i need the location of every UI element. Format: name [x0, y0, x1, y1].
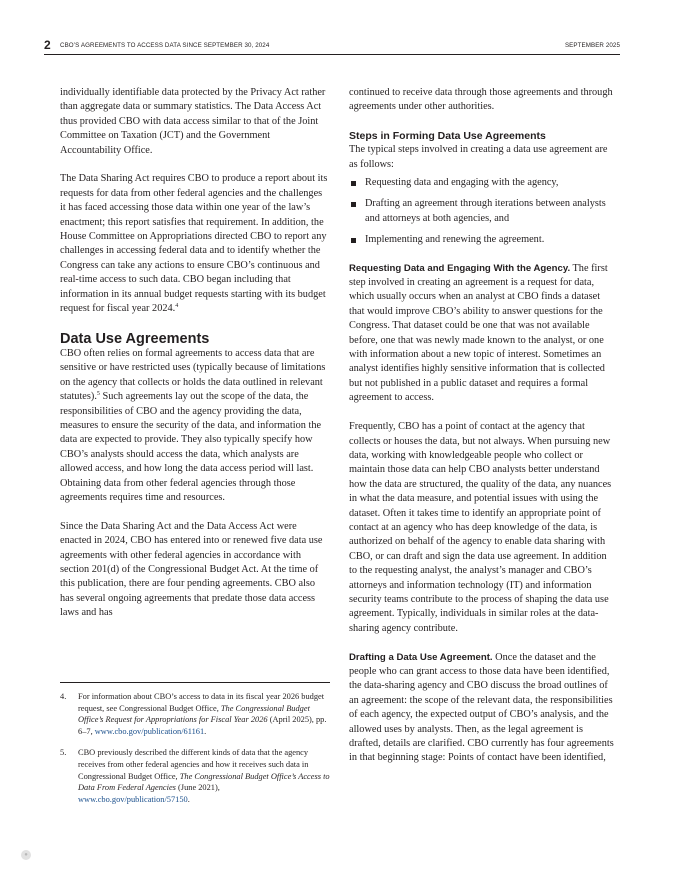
paragraph: Drafting a Data Use Agreement. Once the dataset and the people who can grant access to those data have been identified, the data-sharing agency and CBO discuss the broad outlines of an agreement: the scope of the relevant data, the responsibilities of each agency, the expected output of CBO’s analysis, and the allowed uses by analysts. Then, as the legal agreement is drafted, details are clarified. CBO currently has four agreements in that beginning stage: Points of contact have been identified, [349, 651, 614, 764]
right-column [349, 86, 617, 766]
footnote-number: 4. [60, 692, 67, 701]
left-column [60, 86, 330, 621]
run-in-heading: Requesting Data and Engaging With the Agency. [349, 262, 571, 274]
bullet-icon [351, 202, 356, 207]
paragraph: The typical steps involved in creating a data use agreement are as follows: [349, 144, 608, 170]
paragraph: Requesting Data and Engaging With the Agency. The first step involved in creating an agreement is a request for data, which usually occurs when an analyst at CBO finds a dataset that would improve CBO’s ability to answer questions for the Congress. That dataset could be one that was not available before, one that was newly made known to the analyst, or one with information about a new topic of interest. Sometimes an analyst identifies highly sensitive information that is collected but not published in a public dataset and requires a formal agreement to access. [349, 262, 608, 404]
steps-list [349, 176, 617, 248]
footnote-ref[interactable]: 5 [96, 391, 100, 398]
page-header [44, 40, 620, 55]
header-date: SEPTEMBER 2025 [564, 42, 620, 49]
paragraph: Frequently, CBO has a point of contact at the agency that collects or houses the data, but not always. When pursuing new data, working with knowledgeable people who collect or maintain those data can help CBO analysts better understand how the data are structured, the quality of the data, any nuances in what the data measure, and potential issues with using the dataset. Often it takes time to identify an appropriate point of contact at an agency who has deep knowledge of the data, is authorized on behalf of the agency to enable data sharing with CBO, or can draft and sign the data use agreement. In addition to the requesting analyst, the analyst’s manager and CBO’s attorneys and information technology (IT) and information security teams contribute to the process of shaping the data use agreement. Typically, individuals in similar roles at the data-sharing agency contribute. [349, 421, 612, 634]
section-title: Data Use Agreements [60, 330, 210, 347]
footnote-ref[interactable]: 4 [175, 303, 179, 310]
footnote: 5. CBO previously described the different kinds of data that the agency receives from other federal agencies and how it receives such data in Congressional Budget Office, The Congressional Budget Office’s Access to Data From Federal Agencies (June 2021), www.cbo.gov/publication/57150. [60, 748, 330, 804]
footnote: 4. For information about CBO’s access to data in its fiscal year 2026 budget request, see Congressional Budget Office, The Congressional Budget Office’s Request for Appropriations for Fiscal Year 2026 (April 2025), pp. 6–7, www.cbo.gov/publication/61161. [60, 692, 327, 736]
paragraph: The Data Sharing Act requires CBO to produce a report about its requests for data from other federal agencies and the challenges it has faced accessing those data within one year of the law’s enactment; this report satisfies that requirement. In addition, the House Committee on Appropriations directed CBO to report any challenges in accessing federal data and to identify whether the Congress can take any actions to ensure CBO’s continuous and real-time access to such data. CBO began including that information in its annual budget requests starting with its budget request for fiscal year 2024.$^4$ [60, 173, 328, 315]
bullet-icon [351, 238, 356, 243]
publication-title: The Congressional Budget Office’s Access to Data From Federal Agencies [78, 771, 330, 793]
page-number: 2 [44, 38, 51, 52]
footnotes [60, 682, 330, 815]
list-item: Requesting data and engaging with the agency, [349, 176, 617, 190]
list-item: Drafting an agreement through iterations between analysts and attorneys at both agencies, and [349, 197, 617, 226]
running-title: CBO’S AGREEMENTS TO ACCESS DATA SINCE SEPTEMBER 30, 2024 [60, 42, 270, 49]
footnote-number: 5. [60, 748, 67, 758]
corner-mark-icon: ● [21, 850, 31, 860]
bullet-icon [351, 181, 356, 186]
paragraph: CBO often relies on formal agreements to access data that are sensitive or have restricted uses (typically because of limitations on the agency that collects or holds the data outlined in relevant statutes).$^5$ Such agreements lay out the scope of the data, the responsibilities of CBO and the agency providing the data, measures to ensure the security of the data, and information the data are expected to provide. They also typically specify how CBO’s analysts should access the data, which analysts are allowed access, and how long the data access period will last. Obtaining data from other federal agencies through those agreements requires time and resources. [60, 347, 326, 503]
paragraph: continued to receive data through those agreements and through agreements under other authorities. [349, 87, 613, 113]
paragraph: Since the Data Sharing Act and the Data Access Act were enacted in 2024, CBO has entered into or renewed five data use agreements with other federal agencies in accordance with section 201(d) of the Congressional Budget Act. At the time of this publication, there are four pending agreements. CBO also has several ongoing agreements that predate those data access laws and has [60, 520, 323, 619]
publication-title: The Congressional Budget Office’s Request for Appropriations for Fiscal Year 2026 [78, 703, 310, 725]
run-in-heading: Drafting a Data Use Agreement. [349, 651, 493, 663]
paragraph: individually identifiable data protected by the Privacy Act rather than aggregate data or summary statistics. The Data Access Act thus provided CBO with data access similar to that of the Joint Committee on Taxation (JCT) and the Government Accountability Office. [60, 87, 326, 156]
list-item: Implementing and renewing the agreement. [349, 233, 617, 247]
publication-link[interactable]: www.cbo.gov/publication/57150 [78, 794, 188, 804]
subsection-title: Steps in Forming Data Use Agreements [349, 130, 546, 143]
publication-link[interactable]: www.cbo.gov/publication/61161 [94, 726, 205, 736]
